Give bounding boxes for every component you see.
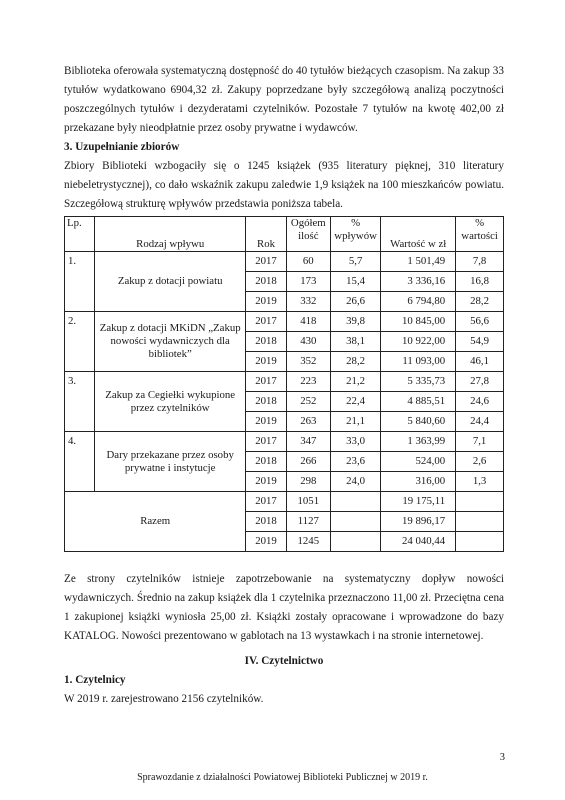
cell-rok: 2019 (246, 412, 286, 432)
cell-proc-wartosci (456, 492, 504, 512)
cell-proc-wplywow: 21,1 (330, 412, 380, 432)
cell-rok: 2018 (246, 272, 286, 292)
table-row (65, 432, 504, 452)
cell-ilosc: 252 (286, 392, 330, 412)
cell-wartosc: 524,00 (381, 452, 456, 472)
cell-wartosc: 316,00 (381, 472, 456, 492)
header-rok: Rok (246, 217, 286, 252)
header-rodzaj: Rodzaj wpływu (95, 217, 246, 252)
cell-rok: 2018 (246, 452, 286, 472)
header-lp: Lp. (65, 217, 95, 252)
cell-rodzaj: Zakup za Cegiełki wykupione przez czytelników (95, 372, 246, 432)
page-number: 3 (499, 752, 505, 763)
cell-proc-wartosci: 16,8 (456, 272, 504, 292)
cell-ilosc: 173 (286, 272, 330, 292)
cell-proc-wartosci: 7,1 (456, 432, 504, 452)
cell-proc-wplywow: 5,7 (330, 252, 380, 272)
cell-proc-wplywow: 28,2 (330, 352, 380, 372)
cell-proc-wplywow: 39,8 (330, 312, 380, 332)
table-row (65, 372, 504, 392)
cell-ilosc: 347 (286, 432, 330, 452)
cell-proc-wplywow: 26,6 (330, 292, 380, 312)
paragraph-periodicals: Biblioteka oferowała systematyczną dostępność do 40 tytułów bieżących czasopism. Na zakup 33 tytułów wydatkowano 6904,32 zł. Zakupy poprzedzane były szczegółową analizą poczytności poszczególnych tytułów i dezyderatami czytelników. Pozostałe 7 tytułów na kwotę 402,00 zł przekazane były nieodpłatnie przez osoby prywatne i wydawców. (64, 65, 504, 134)
cell-wartosc: 6 794,80 (381, 292, 456, 312)
cell-proc-wplywow: 22,4 (330, 392, 380, 412)
section-heading-collections: 3. Uzupełnianie zbiorów (64, 141, 180, 153)
paragraph-demand: Ze strony czytelników istnieje zapotrzebowanie na systematyczny dopływ nowości wydawniczych. Średnio na zakup książek dla 1 czytelnika przeznaczono 11,00 zł. Przeciętna cena 1 zakupionej książki wyniosła 25,00 zł. Książki zostały opracowane i wprowadzone do bazy KATALOG. Nowości prezentowano w gablotach na 13 wystawkach i na stronie internetowej. (64, 573, 504, 642)
cell-proc-wartosci: 28,2 (456, 292, 504, 312)
cell-ilosc: 60 (286, 252, 330, 272)
cell-rodzaj: Zakup z dotacji powiatu (95, 252, 246, 312)
cell-wartosc: 4 885,51 (381, 392, 456, 412)
cell-wartosc: 5 840,60 (381, 412, 456, 432)
cell-lp: 4. (65, 432, 95, 492)
cell-ilosc: 418 (286, 312, 330, 332)
cell-rok: 2019 (246, 292, 286, 312)
page-footer: Sprawozdanie z działalności Powiatowej Biblioteki Publicznej w 2019 r. (137, 772, 428, 783)
cell-wartosc: 1 501,49 (381, 252, 456, 272)
cell-ilosc: 332 (286, 292, 330, 312)
cell-wartosc: 3 336,16 (381, 272, 456, 292)
cell-proc-wartosci: 24,4 (456, 412, 504, 432)
cell-wartosc: 10 845,00 (381, 312, 456, 332)
cell-proc-wartosci: 46,1 (456, 352, 504, 372)
table-header-row (65, 217, 504, 252)
cell-proc-wplywow (330, 492, 380, 512)
cell-rok: 2018 (246, 332, 286, 352)
cell-ilosc: 263 (286, 412, 330, 432)
cell-proc-wplywow (330, 512, 380, 532)
cell-rok: 2017 (246, 312, 286, 332)
cell-proc-wplywow: 24,0 (330, 472, 380, 492)
cell-ilosc: 430 (286, 332, 330, 352)
cell-ilosc: 1051 (286, 492, 330, 512)
subsection-heading-readers: 1. Czytelnicy (64, 674, 126, 686)
cell-ilosc: 223 (286, 372, 330, 392)
cell-ilosc: 1127 (286, 512, 330, 532)
cell-wartosc: 10 922,00 (381, 332, 456, 352)
cell-proc-wplywow: 15,4 (330, 272, 380, 292)
cell-rok: 2019 (246, 472, 286, 492)
cell-wartosc: 5 335,73 (381, 372, 456, 392)
header-wartosc: Wartość w zł (381, 217, 456, 252)
cell-proc-wartosci (456, 532, 504, 552)
cell-proc-wartosci (456, 512, 504, 532)
cell-proc-wartosci: 2,6 (456, 452, 504, 472)
cell-proc-wplywow (330, 532, 380, 552)
cell-proc-wartosci: 27,8 (456, 372, 504, 392)
section-heading-readership: IV. Czytelnictwo (244, 655, 324, 667)
cell-rok: 2019 (246, 352, 286, 372)
cell-proc-wartosci: 56,6 (456, 312, 504, 332)
page-content (64, 62, 504, 709)
header-proc-wartosci: % wartości (456, 217, 504, 252)
cell-rok: 2017 (246, 432, 286, 452)
table-row (65, 312, 504, 332)
cell-wartosc: 24 040,44 (381, 532, 456, 552)
cell-ilosc: 1245 (286, 532, 330, 552)
header-proc-wplywow: % wpływów (330, 217, 380, 252)
cell-rodzaj: Zakup z dotacji MKiDN „Zakup nowości wydawniczych dla bibliotek” (95, 312, 246, 372)
cell-rodzaj: Dary przekazane przez osoby prywatne i instytucje (95, 432, 246, 492)
cell-proc-wplywow: 38,1 (330, 332, 380, 352)
cell-rok: 2017 (246, 372, 286, 392)
cell-wartosc: 1 363,99 (381, 432, 456, 452)
cell-lp: 2. (65, 312, 95, 372)
cell-proc-wplywow: 33,0 (330, 432, 380, 452)
table-row-total (65, 492, 504, 512)
cell-wartosc: 19 175,11 (381, 492, 456, 512)
header-ogolem: Ogółem ilość (286, 217, 330, 252)
acquisitions-table (64, 216, 504, 552)
cell-rok: 2018 (246, 512, 286, 532)
paragraph-readers: W 2019 r. zarejestrowano 2156 czytelników. (64, 693, 264, 705)
cell-proc-wartosci: 54,9 (456, 332, 504, 352)
cell-proc-wartosci: 7,8 (456, 252, 504, 272)
cell-ilosc: 352 (286, 352, 330, 372)
table-body (65, 252, 504, 552)
cell-rok: 2018 (246, 392, 286, 412)
table-row (65, 252, 504, 272)
cell-rok: 2017 (246, 492, 286, 512)
cell-rok: 2017 (246, 252, 286, 272)
cell-proc-wartosci: 24,6 (456, 392, 504, 412)
cell-lp: 1. (65, 252, 95, 312)
cell-wartosc: 11 093,00 (381, 352, 456, 372)
cell-razem: Razem (65, 492, 246, 552)
cell-proc-wartosci: 1,3 (456, 472, 504, 492)
cell-lp: 3. (65, 372, 95, 432)
cell-proc-wplywow: 23,6 (330, 452, 380, 472)
paragraph-collections: Zbiory Biblioteki wzbogaciły się o 1245 książek (935 literatury pięknej, 310 literatury niebeletrystycznej), co dało wskaźnik zakupu zaledwie 1,9 książek na 100 mieszkańców powiatu. Szczegółową strukturę wpływów przedstawia poniższa tabela. (64, 160, 504, 210)
cell-wartosc: 19 896,17 (381, 512, 456, 532)
cell-rok: 2019 (246, 532, 286, 552)
cell-ilosc: 298 (286, 472, 330, 492)
cell-proc-wplywow: 21,2 (330, 372, 380, 392)
cell-ilosc: 266 (286, 452, 330, 472)
